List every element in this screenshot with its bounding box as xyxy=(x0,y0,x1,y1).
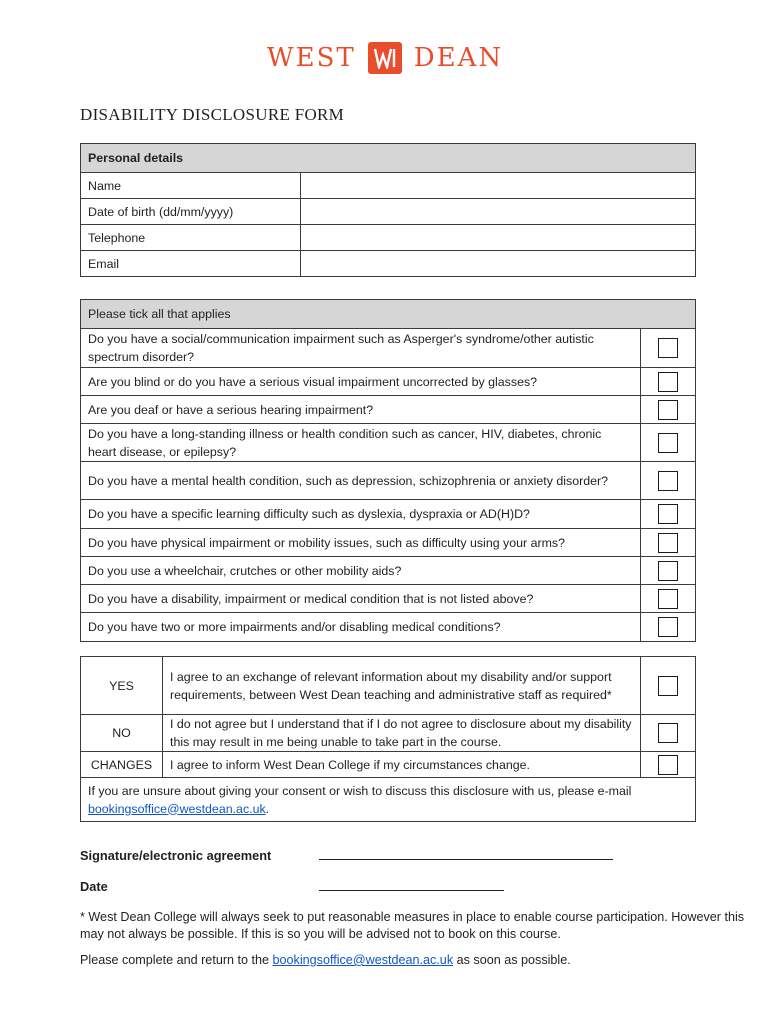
date-label: Date xyxy=(80,879,108,894)
return-text: Please complete and return to the xyxy=(80,953,273,967)
personal-details-heading: Personal details xyxy=(81,144,696,173)
table-row xyxy=(81,529,696,557)
table-row xyxy=(81,778,696,822)
dob-field[interactable] xyxy=(301,199,696,225)
table-row xyxy=(81,424,696,462)
condition-checkbox-hearing[interactable] xyxy=(658,400,678,420)
condition-question-illness: Do you have a long-standing illness or health condition such as cancer, HIV, diabetes, chronic heart disease, or epilepsy? xyxy=(81,424,641,462)
email-label: Email xyxy=(81,251,301,277)
table-row xyxy=(81,251,696,277)
logo-text-left: WEST xyxy=(266,43,356,73)
condition-checkbox-illness[interactable] xyxy=(658,433,678,453)
date-line[interactable] xyxy=(319,890,504,891)
table-row xyxy=(81,585,696,613)
condition-question-learning: Do you have a specific learning difficulty such as dyslexia, dyspraxia or AD(H)D? xyxy=(81,500,641,529)
conditions-heading: Please tick all that applies xyxy=(81,300,696,329)
personal-details-table xyxy=(80,143,696,277)
table-row xyxy=(81,396,696,424)
name-label: Name xyxy=(81,173,301,199)
consent-no-text: I do not agree but I understand that if I do not agree to disclosure about my disability this may result in me being unable to take part in the course. xyxy=(163,715,641,752)
consent-changes-text: I agree to inform West Dean College if my circumstances change. xyxy=(163,752,641,778)
condition-question-social: Do you have a social/communication impairment such as Asperger's syndrome/other autistic spectrum disorder? xyxy=(81,329,641,368)
condition-checkbox-multiple[interactable] xyxy=(658,617,678,637)
consent-changes-label: CHANGES xyxy=(81,752,163,778)
consent-yes-text: I agree to an exchange of relevant information about my disability and/or support requirements, between West Dean teaching and administrative staff as required* xyxy=(163,657,641,715)
condition-checkbox-learning[interactable] xyxy=(658,504,678,524)
table-row xyxy=(81,368,696,396)
condition-checkbox-social[interactable] xyxy=(658,338,678,358)
conditions-table xyxy=(80,299,696,642)
table-row xyxy=(81,715,696,752)
consent-yes-label: YES xyxy=(81,657,163,715)
table-row xyxy=(81,752,696,778)
dob-label: Date of birth (dd/mm/yyyy) xyxy=(81,199,301,225)
table-row xyxy=(81,557,696,585)
logo-icon xyxy=(368,42,402,74)
consent-note xyxy=(81,778,696,822)
condition-question-mental-health: Do you have a mental health condition, such as depression, schizophrenia or anxiety disorder? xyxy=(81,462,641,500)
email-field[interactable] xyxy=(301,251,696,277)
form-title: DISABILITY DISCLOSURE FORM xyxy=(80,105,345,124)
logo xyxy=(0,42,770,74)
signature-line[interactable] xyxy=(319,859,613,860)
table-row xyxy=(81,199,696,225)
condition-question-wheelchair: Do you use a wheelchair, crutches or other mobility aids? xyxy=(81,557,641,585)
condition-question-physical: Do you have physical impairment or mobility issues, such as difficulty using your arms? xyxy=(81,529,641,557)
table-row xyxy=(81,657,696,715)
consent-email-link[interactable]: bookingsoffice@westdean.ac.uk xyxy=(88,801,266,816)
table-row xyxy=(81,462,696,500)
condition-question-multiple: Do you have two or more impairments and/or disabling medical conditions? xyxy=(81,613,641,642)
condition-checkbox-physical[interactable] xyxy=(658,533,678,553)
consent-no-label: NO xyxy=(81,715,163,752)
signature-label: Signature/electronic agreement xyxy=(80,848,272,863)
consent-note-text: If you are unsure about giving your consent or wish to discuss this disclosure with us, please e-mail xyxy=(88,783,632,798)
table-row xyxy=(81,225,696,251)
logo-text-right: DEAN xyxy=(413,43,504,73)
return-email-link[interactable]: bookingsoffice@westdean.ac.uk xyxy=(272,953,454,967)
table-row xyxy=(81,173,696,199)
condition-checkbox-mental-health[interactable] xyxy=(658,471,678,491)
telephone-field[interactable] xyxy=(301,225,696,251)
consent-note-end: . xyxy=(265,801,270,816)
table-row xyxy=(81,613,696,642)
condition-question-hearing: Are you deaf or have a serious hearing impairment? xyxy=(81,396,641,424)
consent-changes-checkbox[interactable] xyxy=(658,755,678,775)
condition-checkbox-wheelchair[interactable] xyxy=(658,561,678,581)
condition-question-other: Do you have a disability, impairment or medical condition that is not listed above? xyxy=(81,585,641,613)
condition-checkbox-visual[interactable] xyxy=(658,372,678,392)
consent-yes-checkbox[interactable] xyxy=(658,676,678,696)
table-row xyxy=(81,329,696,368)
condition-checkbox-other[interactable] xyxy=(658,589,678,609)
telephone-label: Telephone xyxy=(81,225,301,251)
table-row xyxy=(81,500,696,529)
condition-question-visual: Are you blind or do you have a serious visual impairment uncorrected by glasses? xyxy=(81,368,641,396)
return-text-end: as soon as possible. xyxy=(453,953,571,967)
consent-table xyxy=(80,656,696,822)
return-instructions xyxy=(80,952,760,969)
consent-no-checkbox[interactable] xyxy=(658,723,678,743)
name-field[interactable] xyxy=(301,173,696,199)
disclaimer-text: * West Dean College will always seek to put reasonable measures in place to enable course participation. However this may not always be possible. If this is so you will be advised not to book on this course. xyxy=(80,910,745,941)
